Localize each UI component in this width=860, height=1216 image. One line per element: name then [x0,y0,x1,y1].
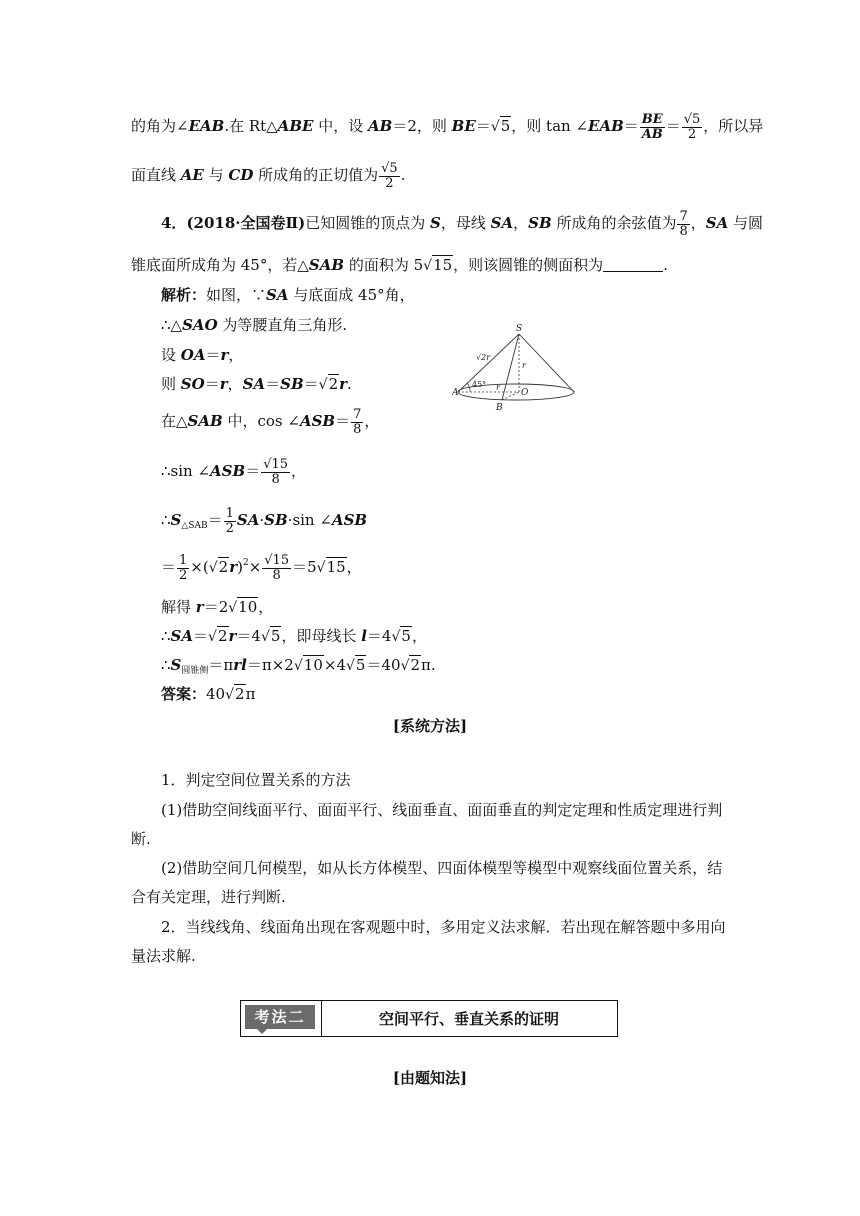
slant-SB [502,334,519,400]
section-tag: 考法二 [245,1005,315,1029]
label-B: B [496,403,503,413]
label-angle: 45° [472,380,487,389]
section-header [240,1000,618,1037]
label-slant: √2r [476,353,491,362]
radius-BO [502,392,519,400]
cone-figure [452,322,580,414]
analysis-line-6: ∴sin ∠ASB＝ $\frac{√15}{8}$ ， [161,457,307,487]
fraction: $\frac{7}{8}$ [353,407,362,437]
fraction: $\frac{√5}{2}$ [381,161,398,191]
analysis-line-10: ∴SA＝√2r＝4√5，即母线长 l＝4√5， [161,627,427,645]
analysis-line-1: 解析：如图，∵SA 与底面成 45°角， [161,286,415,304]
analysis-line-9: 解得 r＝2√10， [161,598,274,616]
solution-line-2: 面直线 AE 与 CD 所成角的正切值为 $\frac{√5}{2}$ . [131,161,406,191]
method-heading: [系统方法] [392,717,468,735]
analysis-line-8: ＝ $\frac{1}{2}$ $\times(√2r)^2\times$ $\frac{√15}{8}$ ＝5√15， [161,552,362,583]
analysis-line-4: 则 SO＝r，SA＝SB＝√2r. [161,375,352,393]
analysis-line-2: ∴△SAO 为等腰直角三角形. [161,316,348,334]
footer-heading: [由题知法] [392,1069,468,1087]
method-item-1-title: 1．判定空间位置关系的方法 [161,771,351,789]
fraction: $\frac{BE}{AB}$ [641,112,663,142]
fraction: $\frac{1}{2}$ [225,506,234,536]
answer-blank [603,257,663,272]
question-4-line-1: 4．(2018·全国卷Ⅱ)已知圆锥的顶点为 S，母线 SA，SB 所成角的余弦值为 $\frac{7}{8}$ ，SA 与圆 [161,209,764,239]
analysis-line-7: $\therefore S_{\triangle SAB}=$ $\frac{1}{2}$ SA·SB·sin ∠ASB [161,506,368,536]
answer-line: 答案：40√2π [161,685,256,703]
method-item-2-line-1: 2．当线线角、线面角出现在客观题中时，多用定义法求解．若出现在解答题中多用向 [161,918,726,936]
analysis-line-11: $\therefore S_{圆锥侧}=\pi rl=\pi\times 2√10\times 4√5=40√2\pi$. [161,656,436,676]
method-item-1b-line-2: 合有关定理，进行判断. [131,888,286,906]
label-r-height: r [522,361,526,370]
fraction: $\frac{1}{2}$ [179,552,188,583]
method-item-1a-line-2: 断. [131,830,151,848]
analysis-line-5: 在△SAB 中，cos ∠ASB＝ $\frac{7}{8}$ ， [161,407,380,437]
method-item-1a-line-1: (1)借助空间线面平行、面面平行、线面垂直、面面垂直的判定定理和性质定理进行判 [161,801,723,819]
answer-label: 答案： [161,685,207,703]
fraction: $\frac{√15}{8}$ [263,457,289,487]
fraction: $\frac{√15}{8}$ [264,552,290,583]
fraction: $\frac{√5}{2}$ [683,112,701,142]
section-title: 空间平行、垂直关系的证明 [378,1010,559,1028]
label-S: S [516,324,523,334]
label-r-radius: r [496,383,500,392]
label-O: O [521,388,529,398]
fraction: $\frac{7}{8}$ [679,209,688,239]
analysis-label: 解析： [161,286,207,304]
label-A: A [452,388,459,398]
method-item-1b-line-1: (2)借助空间几何模型，如从长方体模型、四面体模型等模型中观察线面位置关系，结 [161,859,723,877]
solution-line-1: 的角为∠EAB.在 Rt△ABE 中，设 AB＝2，则 BE＝√5，则 tan ∠EAB＝ $\frac{BE}{AB}$ ＝ $\frac{√5}{2}$ ，所以异 [131,112,764,142]
analysis-line-3: 设 OA＝r， [161,346,244,364]
slant-right [519,334,574,392]
question-4-line-2: 锥底面所成角为 45°，若△SAB 的面积为 5√15，则该圆锥的侧面积为 . [131,256,668,274]
method-item-2-line-2: 量法求解. [131,947,196,965]
question-source: (2018·全国卷Ⅱ) [186,214,306,233]
